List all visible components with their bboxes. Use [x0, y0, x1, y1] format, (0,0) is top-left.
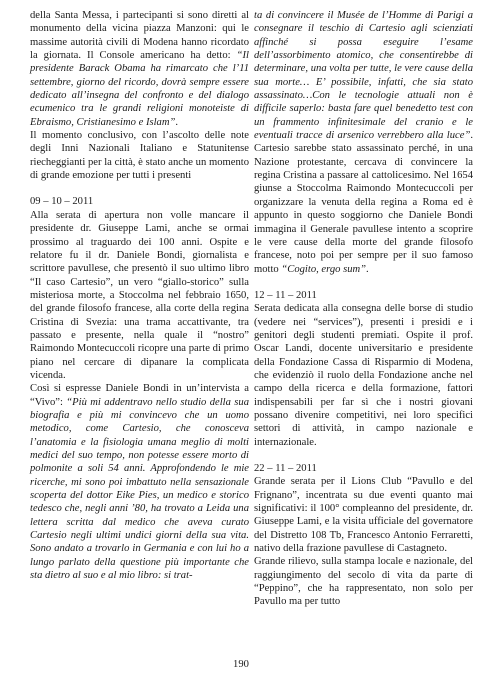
- left-column: [30, 9, 249, 582]
- paragraph: Alla serata di apertura non volle mancare il presidente dr. Giuseppe Lami, anche se ormai prossimo al traguardo dei 100 anni. Ospite e relatore fu il dr. Daniele Bondi, giornalista e scrittore pavullese, che presentò il suo ultimo libro “Il caso Cartesio”, un vero “giallo-storico” sulla misteriosa morte, a Stoccolma nel febbraio 1650, del grande filosofo francese, alla corte della regina Cristina di Svezia: una trama accattivante, tra passato e presente, nella quale il “nostro” Raimondo Montecuccoli ricopre una parte di primo piano nel cercare di dipanare la complicata vicenda.: [30, 209, 249, 381]
- paragraph: Grande rilievo, sulla stampa locale e nazionale, del raggiungimento del secolo di vita da parte di “Peppino”, che ha rappresentato, non solo per Pavullo ma per tutto: [254, 556, 473, 608]
- paragraph: Grande serata per il Lions Club “Pavullo e del Frignano”, incentrata su due eventi quanto mai significativi: il 100° compleanno del presidente, dr. Giuseppe Lami, e la visita ufficiale del governatore del Distretto 108 Tb, Francesco Antonio Ferraretti, nativo della frazione pavullese di Castagneto.: [254, 476, 473, 555]
- paragraph: Il momento conclusivo, con l’ascolto delle note degli Inni Nazionali Italiano e Statunitense riecheggianti per la città, è stato anche un momento di grande emozione per tutti i presenti: [30, 130, 249, 182]
- quote-bondi-continued: ta di convincere il Musée de l’Homme di Parigi a consegnare il teschio di Cartesio agli scienziati affinché si possa eseguire l’esame dell’assorbimento atomico, che consentirebbe di determinare, una volta per tutte, le vere cause della sua morte… E’ possibile, infatti, che sia stato assassinato…Con le tecnologie attuali non è difficile saperlo: basta fare quel benedetto test con un frammento infinitesimale del cranio e le eventuali tracce di arsenico verrebbero alla luce”: [254, 10, 473, 142]
- paragraph-text: Così si espresse Daniele Bondi in un’intervista a “Vivo”:: [30, 383, 249, 408]
- right-column: [254, 9, 473, 609]
- date-heading: 22 – 11 – 2011: [254, 463, 317, 474]
- page-number: 190: [233, 659, 249, 670]
- motto-quote: “Cogito, ergo sum”: [281, 263, 367, 275]
- paragraph: [30, 9, 249, 129]
- quote-bondi: “Più mi addentravo nello studio della sua biografia e più mi convincevo che un uomo metodico, come Cartesio, che conosceva l’anatomia e la fisiologia umana meglio di molti medici del suo tempo, non potesse essere morto di polmonite a soli 54 anni. Approfondendo le mie ricerche, mi sono poi imbattuto nella sensazionale scoperta del dottor Eike Pies, un medico e storico tedesco che, negli anni ’80, ha trovato a Leida una lettera scritta dal medico che aveva curato Cartesio negli ultimi undici giorni della sua vita. Sono andato a trovarlo in Germania e con lui ho a lungo parlato della questione più importante che sta dietro al suo e al mio libro: si trat-: [30, 396, 249, 582]
- quote-obama: “Il presidente Barack Obama ha rimarcato che l’11 settembre, giorno del ricordo, dovrà sempre essere dedicato all’insegna del confronto e del dialogo ecumenico tra le grandi religioni monoteiste di Ebraismo, Cristianesimo e Islam”: [30, 50, 249, 128]
- paragraph-text: della Santa Messa, i partecipanti si sono diretti al monumento della vicina piazza Manzoni: qui le massime autorità civili di Modena hanno ricordato la giornata. Il Console americano ha detto:: [30, 10, 249, 62]
- paragraph: [254, 9, 473, 276]
- date-heading: 09 – 10 – 2011: [30, 196, 94, 208]
- paragraph: Serata dedicata alla consegna delle borse di studio (vedere nei “services”), presenti i presidi e i genitori degli studenti premiati. Ospite il prof. Oscar Landi, docente universitario e presidente della Fondazione Cassa di Risparmio di Modena, che evidenziò il ruolo della Fondazione anche nel campo della ricerca e della formazione, fattori indispensabili per far sì che i nostri giovani possano divenire competitivi, nei loro specifici settori di attività, in campo nazionale e internazionale.: [254, 303, 473, 448]
- paragraph-text: .: [175, 116, 179, 128]
- paragraph-text: . Cartesio sarebbe stato assassinato perché, in una Nazione protestante, cercava di convincere la regina Cristina a passare al cattolicesimo. Nel 1654 giunse a Stoccolma Raimondo Montecuccoli per organizzare la venuta della regina a Roma ed è appunto in questo soggiorno che Daniele Bondi immagina il Generale pavullese intento a scoprire le vere cause della morte del grande filosofo francese, noto poi per sempre per il suo famoso motto: [254, 130, 473, 275]
- paragraph-text: .: [366, 263, 369, 275]
- date-heading: 12 – 11 – 2011: [254, 289, 317, 301]
- paragraph: [30, 382, 249, 582]
